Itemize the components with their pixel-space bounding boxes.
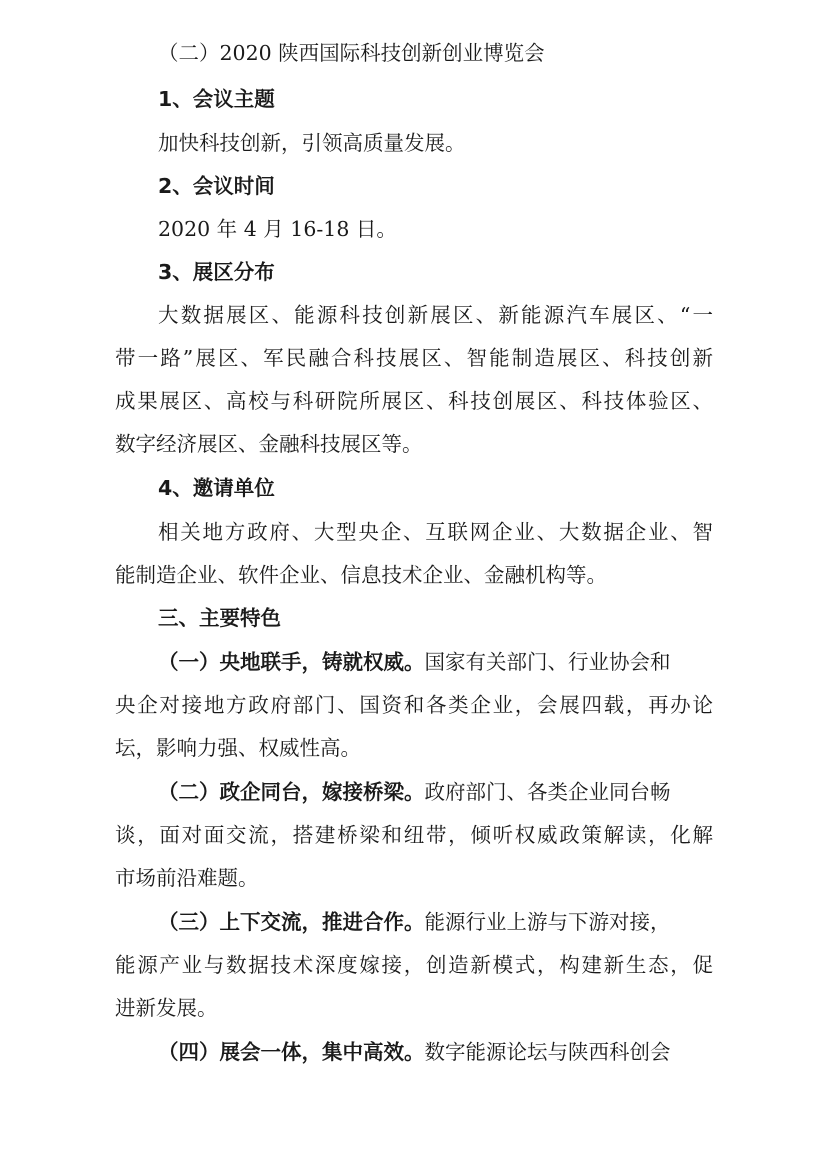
feature-lead: （一）央地联手，铸就权威。 <box>158 650 425 674</box>
feature-line: 能源产业与数据技术深度嫁接，创造新模式，构建新生态，促 <box>115 953 713 977</box>
heading-meeting-time: 2、会议时间 <box>158 174 275 198</box>
meeting-time-text: 2020 年 4 月 16-18 日。 <box>158 217 397 241</box>
heading-meeting-theme: 1、会议主题 <box>158 87 275 111</box>
feature-paragraph-first-line <box>158 907 758 937</box>
feature-line: 央企对接地方政府部门、国资和各类企业，会展四载，再办论 <box>115 693 713 717</box>
exhibition-areas-line: 大数据展区、能源科技创新展区、新能源汽车展区、“一 <box>158 303 713 327</box>
heading-main-features: 三、主要特色 <box>158 606 281 630</box>
section-title: （二）2020 陕西国际科技创新创业博览会 <box>158 41 545 65</box>
feature-line: 市场前沿难题。 <box>115 866 259 890</box>
feature-text: 数字能源论坛与陕西科创会 <box>424 1040 671 1064</box>
feature-line: 谈，面对面交流，搭建桥梁和纽带，倾听权威政策解读，化解 <box>115 823 713 847</box>
feature-text: 国家有关部门、行业协会和 <box>424 650 671 674</box>
invited-units-line: 相关地方政府、大型央企、互联网企业、大数据企业、智 <box>158 520 713 544</box>
feature-line: 进新发展。 <box>115 996 218 1020</box>
feature-paragraph-first-line <box>158 647 758 677</box>
heading-invited-units: 4、邀请单位 <box>158 476 275 500</box>
feature-lead: （二）政企同台，嫁接桥梁。 <box>158 780 425 804</box>
meeting-theme-text: 加快科技创新，引领高质量发展。 <box>158 131 466 155</box>
feature-paragraph-first-line <box>158 777 758 807</box>
exhibition-areas-line: 带一路”展区、军民融合科技展区、智能制造展区、科技创新 <box>115 346 713 370</box>
feature-text: 能源行业上游与下游对接， <box>424 910 671 934</box>
feature-paragraph-first-line <box>158 1037 758 1067</box>
feature-text: 政府部门、各类企业同台畅 <box>424 780 671 804</box>
exhibition-areas-line: 数字经济展区、金融科技展区等。 <box>115 432 423 456</box>
feature-lead: （三）上下交流，推进合作。 <box>158 910 425 934</box>
feature-lead: （四）展会一体，集中高效。 <box>158 1040 425 1064</box>
heading-exhibition-areas: 3、展区分布 <box>158 260 275 284</box>
exhibition-areas-line: 成果展区、高校与科研院所展区、科技创展区、科技体验区、 <box>115 389 713 413</box>
invited-units-line: 能制造企业、软件企业、信息技术企业、金融机构等。 <box>115 563 607 587</box>
feature-line: 坛，影响力强、权威性高。 <box>115 736 361 760</box>
